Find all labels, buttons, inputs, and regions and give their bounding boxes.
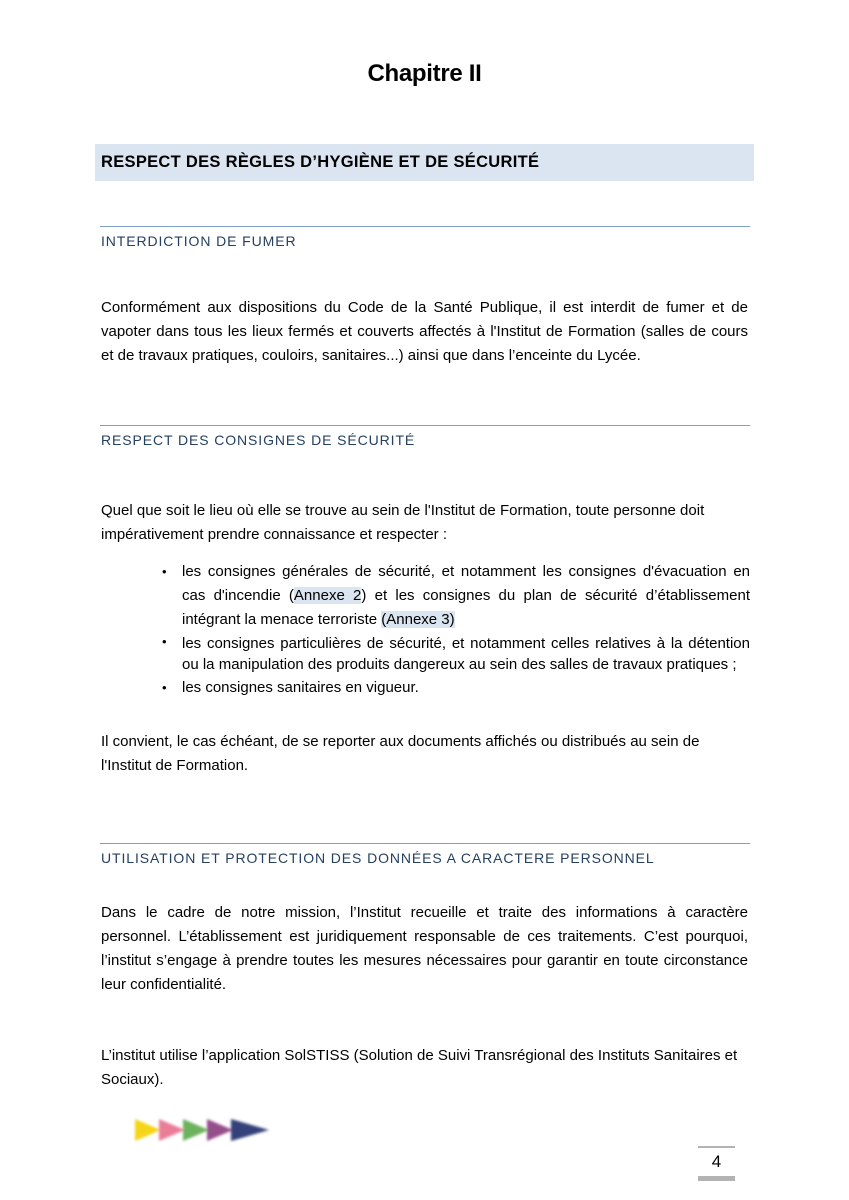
subheading-text: UTILISATION ET PROTECTION DES DONNÉES A CARACTERE PERSONNEL <box>101 850 655 866</box>
annex-2-link[interactable]: Annexe 2 <box>293 587 362 604</box>
paragraph-safety-intro: Quel que soit le lieu où elle se trouve au sein de l'Institut de Formation, toute personne doit impérativement prendre connaissance et respecter : <box>101 502 705 543</box>
list-item <box>160 560 750 632</box>
safety-instructions-list <box>160 560 750 700</box>
paragraph-data-protection: Dans le cadre de notre mission, l’Institut recueille et traite des informations à caractère personnel. L’établissement est juridiquement responsable de ces traitements. C’est pourquoi, l’institut s’engage à prendre toutes les mesures nécessaires pour garantir en toute circonstance leur confidentialité. <box>101 904 748 993</box>
list-item-text: les consignes générales de sécurité, et notamment les consignes d'évacuation en cas d'incendie ( <box>182 563 750 604</box>
page-number-box <box>698 1146 735 1180</box>
subheading-text: INTERDICTION DE FUMER <box>101 233 297 249</box>
logo-arrow-1 <box>135 1119 161 1141</box>
bullet-icon: • <box>162 634 167 649</box>
logo-arrow-4 <box>207 1119 233 1141</box>
bullet-icon: • <box>162 680 167 695</box>
page-number-rule-top <box>698 1146 735 1148</box>
section-title: RESPECT DES RÈGLES D’HYGIÈNE ET DE SÉCURITÉ <box>101 153 540 171</box>
list-item <box>160 632 750 676</box>
logo-arrow-5 <box>231 1119 269 1141</box>
list-item-text: les consignes sanitaires en vigueur. <box>182 679 419 696</box>
subheading-consignes-securite <box>100 425 750 448</box>
list-item-text: les consignes particulières de sécurité, et notamment celles relatives à la détention ou la manipulation des produits dangereux au sein des salles de travaux pratiques ; <box>182 635 750 673</box>
subheading-text: RESPECT DES CONSIGNES DE SÉCURITÉ <box>101 432 416 448</box>
paragraph-safety-outro: Il convient, le cas échéant, de se reporter aux documents affichés ou distribués au sein de l'Institut de Formation. <box>101 733 700 774</box>
section-title-band <box>95 144 754 181</box>
page-number: 4 <box>711 1152 722 1171</box>
subheading-interdiction-de-fumer <box>100 226 750 249</box>
bullet-icon: • <box>162 564 167 579</box>
page-number-rule-bottom <box>698 1176 735 1181</box>
colored-arrows-logo-icon <box>132 1115 272 1145</box>
logo-arrow-2 <box>159 1119 185 1141</box>
chapter-title: Chapitre II <box>367 60 482 87</box>
subheading-donnees-personnelles <box>100 843 750 866</box>
annex-3-link[interactable]: (Annexe 3) <box>381 611 455 628</box>
logo-arrow-3 <box>183 1119 209 1141</box>
paragraph-smoking-ban: Conformément aux dispositions du Code de la Santé Publique, il est interdit de fumer et de vapoter dans tous les lieux fermés et couverts affectés à l'Institut de Formation (salles de cours et de travaux pratiques, couloirs, sanitaires...) ainsi que dans l’enceinte du Lycée. <box>101 299 748 364</box>
list-item-text: ) et les consignes du plan de sécurité d’établissement intégrant la menace terroriste <box>182 587 750 628</box>
list-item <box>160 676 750 700</box>
paragraph-solstiss: L’institut utilise l’application SolSTISS (Solution de Suivi Transrégional des Instituts Sanitaires et Sociaux). <box>101 1047 738 1088</box>
